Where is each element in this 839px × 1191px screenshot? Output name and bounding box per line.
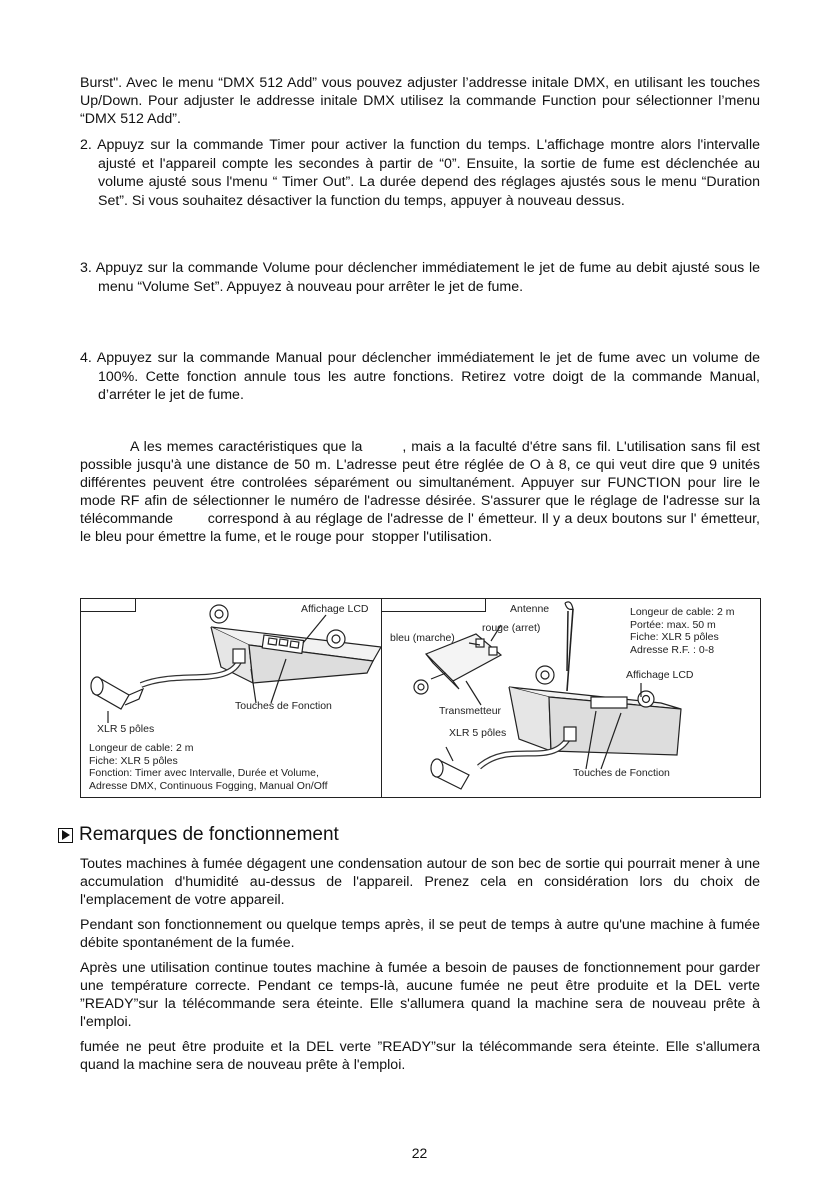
transmetteur-label: Transmetteur [439,705,502,717]
left-xlr-label: XLR 5 pôles [97,723,155,735]
bleu-label: bleu (marche) [390,632,455,644]
rouge-label: rouge (arret) [482,622,541,634]
remark-4: fumée ne peut être produite et la DEL verte ”READY”sur la télécommande sera éteinte. Elle s'allumera quand la machine sera de nouveau prête à l'emploi. [80,1039,760,1073]
remark-2: Pendant son fonctionnement ou quelque temps après, il se peut de temps à autre qu'une machine à fumée débite spontanément de la fumée. [80,917,760,951]
wireless-paragraph: A les memes caractéristiques que la , mais a la faculté d'étre sans fil. L'utilisation sans fil est possible jusqu'à une distance de 50 m. L'adresse peut étre réglée de O à 8, ce qui veut dire que 9 unités différentes peuvent étre controlées séparément ou simultanément. Appuyer sur FUNCTION pour lire le mode RF afin de sélectionner le numéro de l'adresse désirée. S'assurer que le réglage de l'adresse sur la télécommande correspond à au réglage de l'adresse de l' émetteur. Il y a deux boutons sur l' émetteur, le bleu pour émettre la fume, et le rouge pour stopper l'utilisation. [80,439,764,545]
left-spec-line: Longeur de cable: 2 m [89,742,194,754]
remark-1: Toutes machines à fumée dégagent une condensation autour de son bec de sortie qui pourrait mener à une accumulation d'humidité au-dessus de l'appareil. Prenez cela en considération lors du choix de l'emplacement de votre appareil. [80,856,760,908]
intro-paragraph: Burst". Avec le menu “DMX 512 Add” vous pouvez adjuster l’addresse initale DMX, en utilisant les touches Up/Down. Pour adjuster le addresse initale DMX utilisez la commande Function pour sélectionner l’menu “DMX 512 Add”. [80,75,760,127]
left-spec-line: Adresse DMX, Continuous Fogging, Manual On/Off [89,779,328,792]
right-specs [630,606,735,656]
right-spec-line: Portée: max. 50 m [630,618,716,631]
right-xlr-label: XLR 5 pôles [449,727,507,739]
page-number: 22 [411,1145,428,1161]
play-triangle-icon [58,828,73,843]
step-4: 4. Appuyez sur la commande Manual pour déclencher immédiatement le jet de fume avec un volume de 100%. Cette fonction annule tous les autre fonctions. Retirez votre doigt de la commande Manual, d’arréter le jet de fume. [80,350,760,403]
right-spec-line: Fiche: XLR 5 pôles [630,631,719,643]
product-figure [80,598,761,798]
step-2: 2. Appuyz sur la commande Timer pour activer la function du temps. L'affichage montre alors l'intervalle ajusté et l'appareil compte les secondes à partir de “0”. Ensuite, la sortie de fume est déclenchée au volume ajusté sous l'menu “ Timer Out”. La durée depend des réglages ajustés sous le menu “Duration Set”. Si vous souhaitez désactiver la function du temps, appuyer à nouveau dessus. [80,137,760,209]
left-lcd-label: Affichage LCD [301,603,369,615]
right-spec-line: Adresse R.F. : 0-8 [630,643,715,656]
left-specs [89,742,328,792]
right-touches-label: Touches de Fonction [573,767,670,779]
right-spec-line: Longeur de cable: 2 m [630,606,735,618]
left-spec-line: Fiche: XLR 5 pôles [89,754,178,767]
step-3: 3. Appuyz sur la commande Volume pour déclencher immédiatement le jet de fume au debit ajusté sous le menu “Volume Set”. Appuyez à nouveau pour arrêter le jet de fume. [80,260,760,295]
section-title: Remarques de fonctionnement [79,824,339,845]
right-lcd-label: Affichage LCD [626,669,694,681]
section-heading [58,824,339,846]
left-spec-line: Fonction: Timer avec Intervalle, Durée et Volume, [89,767,319,779]
left-touches-label: Touches de Fonction [235,700,332,712]
remark-3: Après une utilisation continue toutes machine à fumée a besoin de pauses de fonctionnement pour garder une température correcte. Pendant ce temps-là, aucune fumée ne peut être produite et la DEL verte ”READY”sur la télécommande sera éteinte. Elle s'allumera quand la machine sera de nouveau prête à l'emploi. [80,960,760,1030]
antenne-label: Antenne [510,603,550,615]
